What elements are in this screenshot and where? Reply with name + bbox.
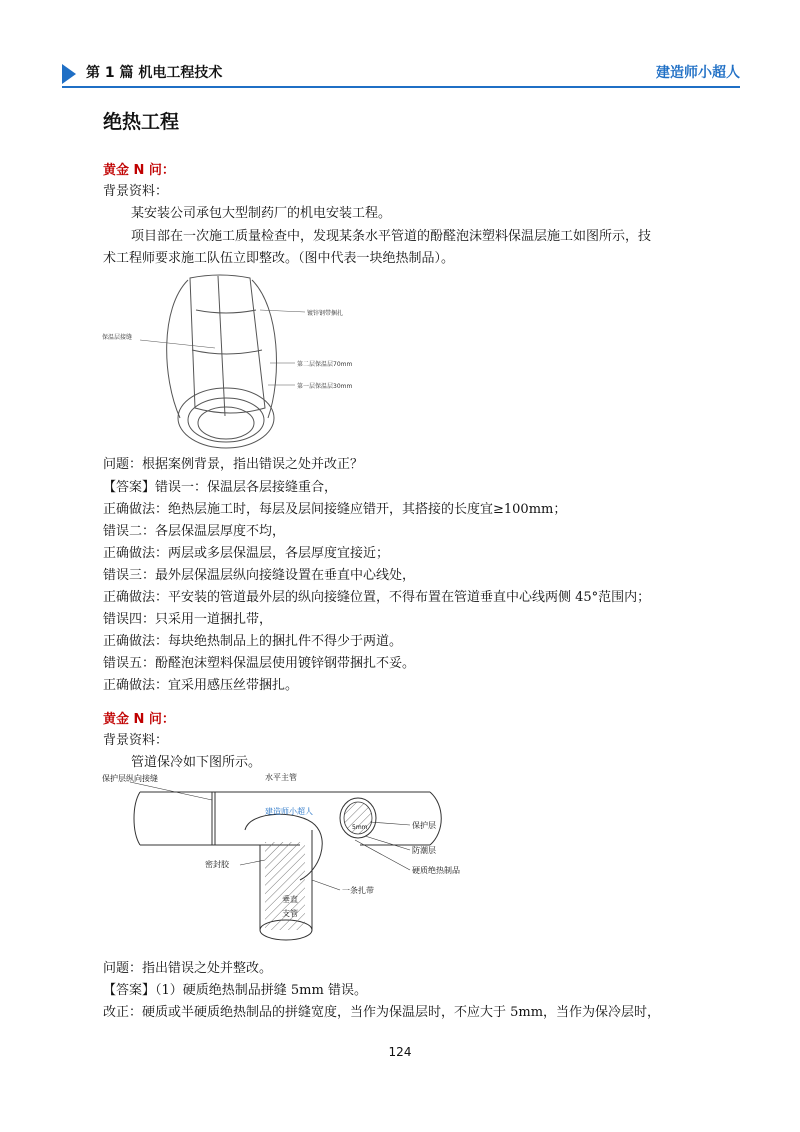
q1-paragraph: 项目部在一次施工质量检查中，发现某条水平管道的酚醛泡沫塑料保温层施工如图所示，技: [131, 229, 652, 244]
answer-line: 正确做法：每块绝热制品上的捆扎件不得少于两道。: [103, 634, 403, 649]
q1-background-label: 背景资料：: [103, 184, 169, 199]
figure-label: 保温层接缝: [102, 334, 133, 341]
q2-paragraph: 管道保冷如下图所示。: [131, 755, 262, 770]
answer-line: 错误四：只采用一道捆扎带，: [103, 612, 273, 627]
answer-line: 【答案】（1）硬质绝热制品拼缝 5mm 错误。: [103, 983, 367, 998]
figure-label: 第一层保温层30mm: [297, 383, 353, 390]
figure-label: 5mm: [352, 824, 368, 831]
q2-background-label: 背景资料：: [103, 733, 169, 748]
figure-label: 第二层保温层70mm: [297, 361, 353, 368]
figure-label: 密封胶: [205, 860, 229, 869]
page-header: [62, 60, 740, 88]
figure-label: 保护层纵向接缝: [102, 774, 158, 783]
page-number: 124: [388, 1045, 412, 1059]
figure-label: 支管: [282, 909, 298, 918]
answer-line: 【答案】错误一：保温层各层接缝重合，: [103, 480, 338, 495]
answer-line: 错误三：最外层保温层纵向接缝设置在垂直中心线处，: [103, 568, 416, 583]
insulation-layer-figure: [100, 268, 400, 457]
figure-label: 镀锌钢带捆扎: [307, 310, 344, 317]
answer-line: 改正：硬质或半硬质绝热制品的拼缝宽度，当作为保温层时，不应大于 5mm，当作为保冷层时，: [103, 1005, 661, 1020]
header-divider: [62, 86, 740, 88]
figure-label: 防潮层: [412, 846, 436, 855]
figure-label: 一条扎带: [342, 886, 374, 895]
brand-name: 建造师小超人: [656, 65, 740, 81]
q1-paragraph: 术工程师要求施工队伍立即整改。（图中代表一块绝热制品）。: [103, 251, 455, 266]
answer-line: 错误五：酚醛泡沫塑料保温层使用镀锌钢带捆扎不妥。: [103, 656, 416, 671]
q2-question: 问题：指出错误之处并整改。: [103, 961, 273, 976]
answer-line: 正确做法：宜采用感压丝带捆扎。: [103, 678, 299, 693]
q1-heading: 黄金 N 问：: [103, 163, 175, 178]
figure-label: 保护层: [412, 821, 436, 830]
pipe-cold-insulation-figure: [100, 770, 500, 954]
answer-line: 正确做法：两层或多层保温层，各层厚度宜接近；: [103, 546, 390, 561]
chapter-title: 第 1 篇 机电工程技术: [86, 65, 223, 81]
q2-heading: 黄金 N 问：: [103, 712, 175, 727]
figure-watermark: 建造师小超人: [265, 807, 313, 816]
answer-line: 错误二：各层保温层厚度不均，: [103, 524, 286, 539]
chapter-arrow-icon: [62, 64, 76, 84]
q1-question: 问题：根据案例背景，指出错误之处并改正？: [103, 457, 364, 472]
figure-label: 硬质绝热制品: [412, 866, 460, 875]
q1-paragraph: 某安装公司承包大型制药厂的机电安装工程。: [131, 206, 392, 221]
figure-label: 水平主管: [265, 773, 297, 782]
answer-line: 正确做法：绝热层施工时，每层及层间接缝应错开，其搭接的长度宜≥100mm；: [103, 502, 567, 517]
answer-line: 正确做法：平安装的管道最外层的纵向接缝位置，不得布置在管道垂直中心线两侧 45°范围内；: [103, 590, 651, 605]
figure-label: 垂直: [282, 895, 298, 904]
page-title: 绝热工程: [103, 111, 180, 133]
